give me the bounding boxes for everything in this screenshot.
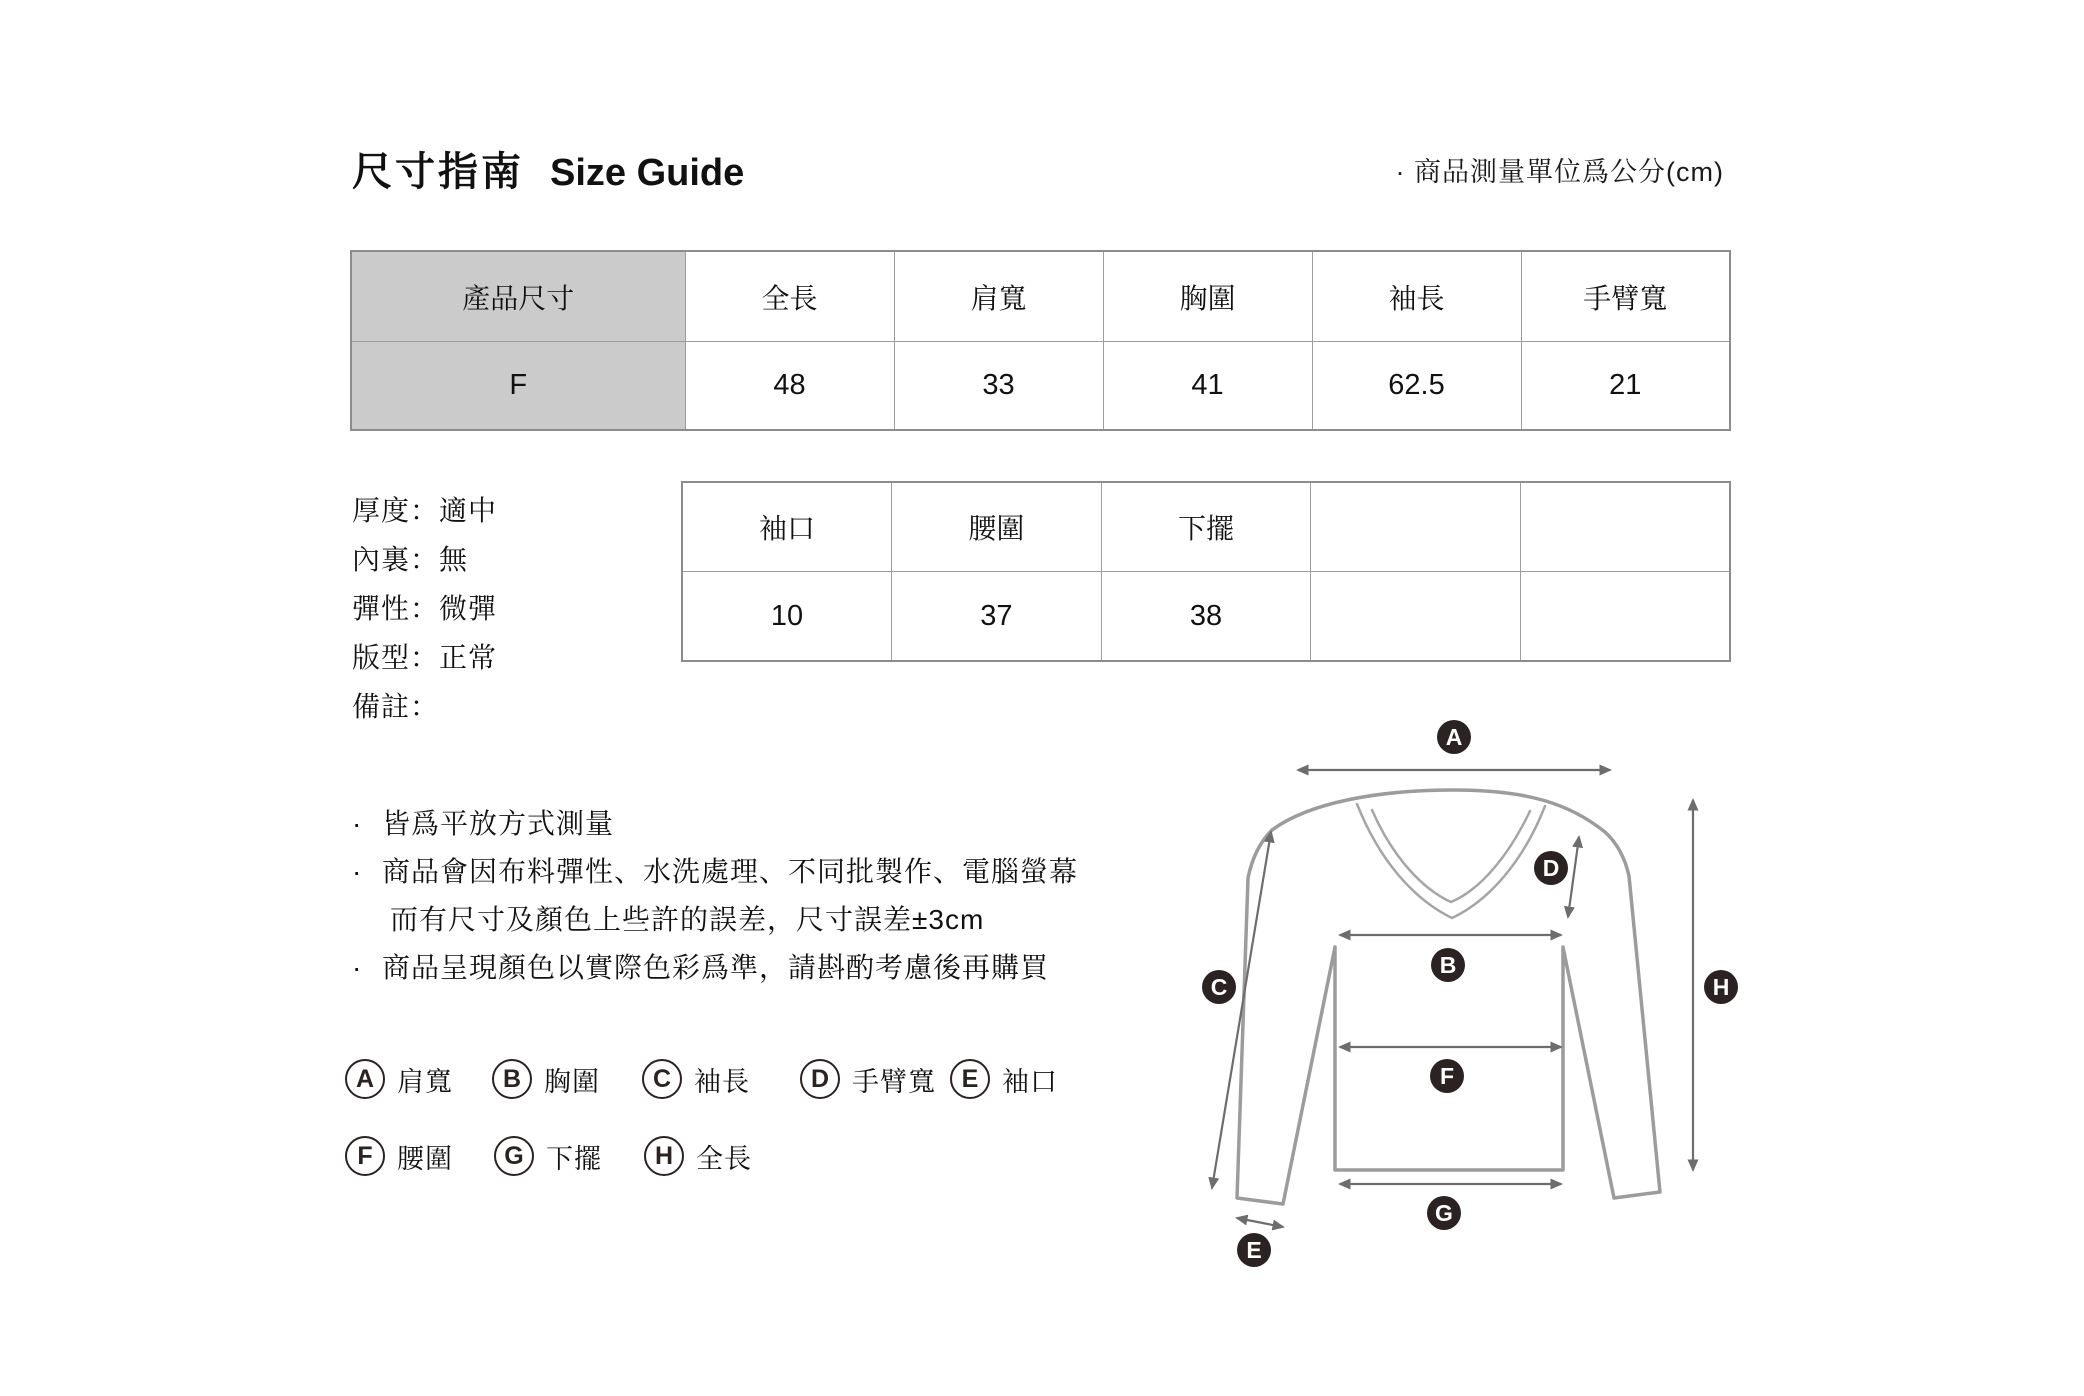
marker-letter: D [1542,855,1560,881]
value-chest: 41 [1103,342,1312,431]
value-sleeve-length: 62.5 [1312,342,1521,431]
col-header-chest: 胸圍 [1103,251,1312,342]
marker-letter: A [1445,724,1463,750]
page-title [352,140,744,197]
fabric-specs [352,486,497,731]
col-header-empty [1311,482,1521,572]
col-header-shoulder-width: 肩寬 [894,251,1103,342]
spec-fit: 版型：正常 [352,642,498,673]
legend-label: 袖口 [1002,1066,1058,1097]
legend-label: 胸圍 [544,1066,600,1097]
col-header-total-length: 全長 [685,251,894,342]
vneck-sweater-outline [1237,790,1660,1204]
table-row [351,342,1730,431]
note-bullet: · [352,856,363,887]
size-label-cell: F [351,342,685,431]
page-title-en: Size Guide [550,152,745,194]
spec-thickness: 厚度：適中 [352,495,498,526]
spec-lining: 內裏：無 [352,544,469,575]
value-cuff: 10 [682,572,892,662]
spec-elasticity: 彈性：微彈 [352,593,498,624]
value-total-length: 48 [685,342,894,431]
value-empty [1311,572,1521,662]
legend-item-sleeve-length [642,1059,750,1099]
marker-letter: H [1712,974,1730,1000]
value-waist: 37 [892,572,1102,662]
col-header-cuff: 袖口 [682,482,892,572]
size-table-main [350,250,1731,431]
arrow-arm-D [1568,837,1579,917]
size-table-extra [681,481,1731,662]
col-header-arm-width: 手臂寬 [1521,251,1730,342]
table-row [351,251,1730,342]
legend-label: 袖長 [694,1066,750,1097]
legend-letter-circle: H [644,1136,684,1176]
legend-label: 肩寬 [397,1066,453,1097]
marker-letter: E [1246,1237,1262,1263]
measurement-notes [352,800,1078,992]
marker-letter: C [1210,974,1228,1000]
garment-measurement-diagram [1180,700,1750,1270]
arrow-sleeve-C [1212,832,1271,1188]
legend-item-cuff [950,1059,1058,1099]
legend-item-chest [492,1059,600,1099]
legend-item-shoulder [345,1059,453,1099]
spec-remark: 備註： [352,691,440,722]
legend-item-hem [494,1136,602,1176]
legend-letter-circle: B [492,1059,532,1099]
note-bullet: · [352,808,363,839]
note-line [352,896,1078,944]
value-hem: 38 [1101,572,1311,662]
legend-letter-circle: F [345,1136,385,1176]
legend-letter-circle: E [950,1059,990,1099]
col-header-product-size: 產品尺寸 [351,251,685,342]
note-line [352,800,1078,848]
page-title-zh: 尺寸指南 [352,150,524,194]
legend-label: 全長 [696,1143,752,1174]
legend-item-arm-width [800,1059,936,1099]
value-empty [1520,572,1730,662]
legend-letter-circle: A [345,1059,385,1099]
note-line [352,944,1078,992]
legend-label: 下擺 [546,1143,602,1174]
measure-arrows [1212,770,1693,1227]
note-line [352,848,1078,896]
table-row [682,482,1730,572]
note-bullet: · [352,952,363,983]
note-text: 皆爲平放方式測量 [382,808,615,839]
col-header-hem: 下擺 [1101,482,1311,572]
col-header-empty [1520,482,1730,572]
note-text: 而有尺寸及顏色上些許的誤差，尺寸誤差±3cm [390,904,985,935]
legend-item-waist [345,1136,453,1176]
note-text: 商品會因布料彈性、水洗處理、不同批製作、電腦螢幕 [382,856,1079,887]
legend-letter-circle: G [494,1136,534,1176]
marker-letter: G [1435,1200,1453,1226]
marker-letter: B [1439,952,1457,978]
marker-letter: F [1439,1063,1455,1089]
table-row [682,572,1730,662]
value-arm-width: 21 [1521,342,1730,431]
legend-item-total-length [644,1136,752,1176]
col-header-waist: 腰圍 [892,482,1102,572]
legend-letter-circle: D [800,1059,840,1099]
arrow-cuff-E [1237,1218,1283,1227]
legend-label: 腰圍 [397,1143,453,1174]
col-header-sleeve-length: 袖長 [1312,251,1521,342]
legend-letter-circle: C [642,1059,682,1099]
value-shoulder-width: 33 [894,342,1103,431]
note-text: 商品呈現顏色以實際色彩爲準，請斟酌考慮後再購買 [382,952,1050,983]
legend-label: 手臂寬 [852,1066,936,1097]
measurement-unit-note: · 商品測量單位爲公分(cm) [1395,157,1724,187]
